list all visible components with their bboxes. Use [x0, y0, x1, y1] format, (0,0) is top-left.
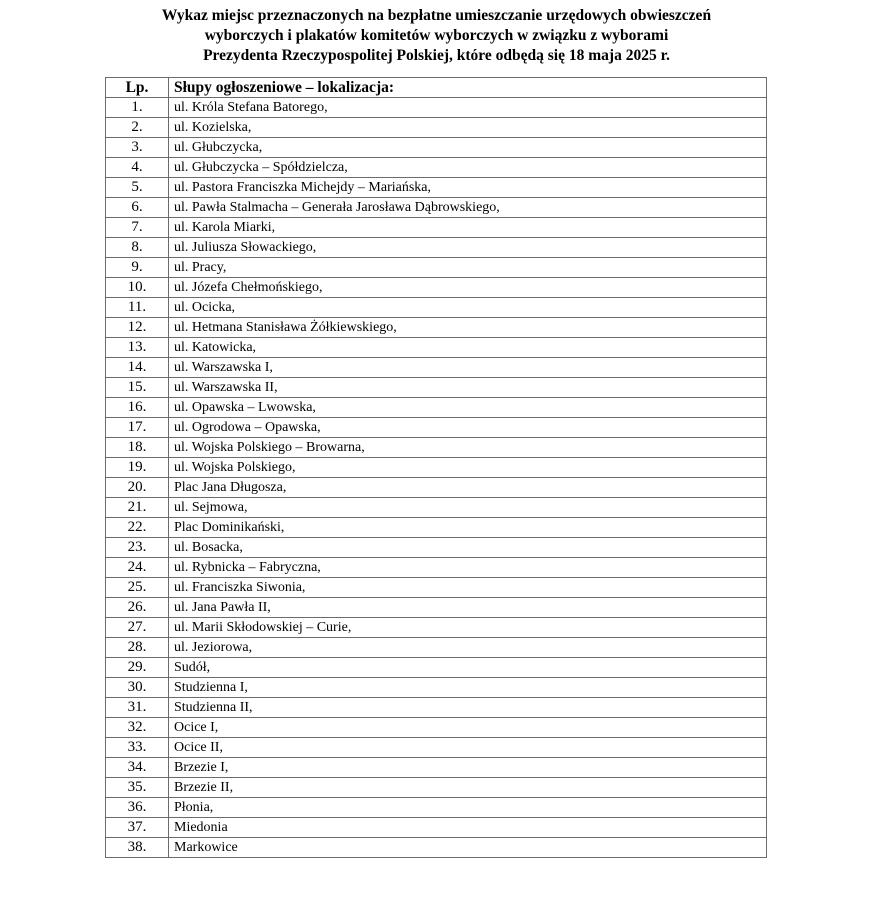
row-location: ul. Pawła Stalmacha – Generała Jarosława Dąbrowskiego,	[169, 198, 767, 218]
row-location: Brzezie II,	[169, 778, 767, 798]
row-number: 24.	[106, 558, 169, 578]
row-number: 14.	[106, 358, 169, 378]
row-location: ul. Bosacka,	[169, 538, 767, 558]
table-row	[106, 478, 767, 498]
row-number: 38.	[106, 838, 169, 858]
table-row	[106, 818, 767, 838]
row-location: Płonia,	[169, 798, 767, 818]
table-row	[106, 418, 767, 438]
table-row	[106, 318, 767, 338]
row-number: 21.	[106, 498, 169, 518]
row-location: ul. Kozielska,	[169, 118, 767, 138]
row-location: Markowice	[169, 838, 767, 858]
row-number: 32.	[106, 718, 169, 738]
row-location: ul. Hetmana Stanisława Żółkiewskiego,	[169, 318, 767, 338]
table-row	[106, 498, 767, 518]
table-row	[106, 598, 767, 618]
row-location: ul. Wojska Polskiego – Browarna,	[169, 438, 767, 458]
row-number: 6.	[106, 198, 169, 218]
row-location: ul. Jana Pawła II,	[169, 598, 767, 618]
table-row	[106, 138, 767, 158]
row-location: Plac Dominikański,	[169, 518, 767, 538]
table-row	[106, 198, 767, 218]
row-location: ul. Wojska Polskiego,	[169, 458, 767, 478]
table-row	[106, 98, 767, 118]
row-location: Plac Jana Długosza,	[169, 478, 767, 498]
table-header-row	[106, 78, 767, 98]
header-number: Lp.	[106, 78, 169, 98]
row-number: 1.	[106, 98, 169, 118]
row-number: 22.	[106, 518, 169, 538]
table-row	[106, 258, 767, 278]
table-row	[106, 558, 767, 578]
row-number: 17.	[106, 418, 169, 438]
row-number: 13.	[106, 338, 169, 358]
row-location: ul. Opawska – Lwowska,	[169, 398, 767, 418]
row-number: 26.	[106, 598, 169, 618]
title-line-2: wyborczych i plakatów komitetów wyborczych w związku z wyborami	[204, 27, 669, 44]
header-location: Słupy ogłoszeniowe – lokalizacja:	[169, 78, 767, 98]
table-body	[106, 98, 767, 858]
table-row	[106, 718, 767, 738]
row-location: ul. Jeziorowa,	[169, 638, 767, 658]
row-number: 33.	[106, 738, 169, 758]
table-row	[106, 438, 767, 458]
row-location: Brzezie I,	[169, 758, 767, 778]
row-location: ul. Marii Skłodowskiej – Curie,	[169, 618, 767, 638]
row-number: 10.	[106, 278, 169, 298]
row-number: 12.	[106, 318, 169, 338]
row-number: 25.	[106, 578, 169, 598]
row-location: ul. Pracy,	[169, 258, 767, 278]
locations-table	[105, 77, 767, 858]
row-number: 20.	[106, 478, 169, 498]
row-number: 18.	[106, 438, 169, 458]
table-row	[106, 238, 767, 258]
table-row	[106, 218, 767, 238]
row-number: 7.	[106, 218, 169, 238]
row-number: 27.	[106, 618, 169, 638]
table-row	[106, 578, 767, 598]
row-number: 30.	[106, 678, 169, 698]
row-number: 5.	[106, 178, 169, 198]
row-location: ul. Króla Stefana Batorego,	[169, 98, 767, 118]
row-location: Sudół,	[169, 658, 767, 678]
row-number: 8.	[106, 238, 169, 258]
row-location: ul. Juliusza Słowackiego,	[169, 238, 767, 258]
table-row	[106, 298, 767, 318]
row-location: Studzienna II,	[169, 698, 767, 718]
table-row	[106, 458, 767, 478]
table-row	[106, 178, 767, 198]
title-line-1: Wykaz miejsc przeznaczonych na bezpłatne umieszczanie urzędowych obwieszczeń	[161, 7, 712, 24]
row-location: Ocice II,	[169, 738, 767, 758]
row-location: ul. Ocicka,	[169, 298, 767, 318]
row-location: ul. Pastora Franciszka Michejdy – Mariańska,	[169, 178, 767, 198]
title-line-3: Prezydenta Rzeczypospolitej Polskiej, które odbędą się 18 maja 2025 r.	[203, 47, 670, 64]
table-row	[106, 698, 767, 718]
row-number: 36.	[106, 798, 169, 818]
table-row	[106, 658, 767, 678]
table-row	[106, 518, 767, 538]
table-row	[106, 798, 767, 818]
table-row	[106, 678, 767, 698]
table-row	[106, 278, 767, 298]
table-row	[106, 838, 767, 858]
row-location: ul. Warszawska I,	[169, 358, 767, 378]
table-row	[106, 158, 767, 178]
table-row	[106, 338, 767, 358]
row-location: ul. Sejmowa,	[169, 498, 767, 518]
table-row	[106, 618, 767, 638]
row-location: ul. Ogrodowa – Opawska,	[169, 418, 767, 438]
row-location: ul. Franciszka Siwonia,	[169, 578, 767, 598]
table-row	[106, 398, 767, 418]
table-row	[106, 378, 767, 398]
table-row	[106, 118, 767, 138]
row-location: ul. Głubczycka – Spółdzielcza,	[169, 158, 767, 178]
table-row	[106, 738, 767, 758]
table-row	[106, 638, 767, 658]
row-number: 2.	[106, 118, 169, 138]
row-location: ul. Katowicka,	[169, 338, 767, 358]
row-location: Ocice I,	[169, 718, 767, 738]
row-number: 28.	[106, 638, 169, 658]
row-location: ul. Karola Miarki,	[169, 218, 767, 238]
row-location: ul. Głubczycka,	[169, 138, 767, 158]
document-title	[0, 6, 873, 66]
table-row	[106, 778, 767, 798]
row-number: 19.	[106, 458, 169, 478]
row-location: ul. Rybnicka – Fabryczna,	[169, 558, 767, 578]
row-location: ul. Józefa Chełmońskiego,	[169, 278, 767, 298]
row-location: Miedonia	[169, 818, 767, 838]
row-number: 16.	[106, 398, 169, 418]
table-row	[106, 538, 767, 558]
row-location: ul. Warszawska II,	[169, 378, 767, 398]
row-number: 34.	[106, 758, 169, 778]
row-number: 9.	[106, 258, 169, 278]
row-location: Studzienna I,	[169, 678, 767, 698]
table-row	[106, 758, 767, 778]
row-number: 3.	[106, 138, 169, 158]
row-number: 29.	[106, 658, 169, 678]
row-number: 11.	[106, 298, 169, 318]
row-number: 31.	[106, 698, 169, 718]
table-row	[106, 358, 767, 378]
row-number: 37.	[106, 818, 169, 838]
row-number: 4.	[106, 158, 169, 178]
row-number: 23.	[106, 538, 169, 558]
row-number: 15.	[106, 378, 169, 398]
row-number: 35.	[106, 778, 169, 798]
